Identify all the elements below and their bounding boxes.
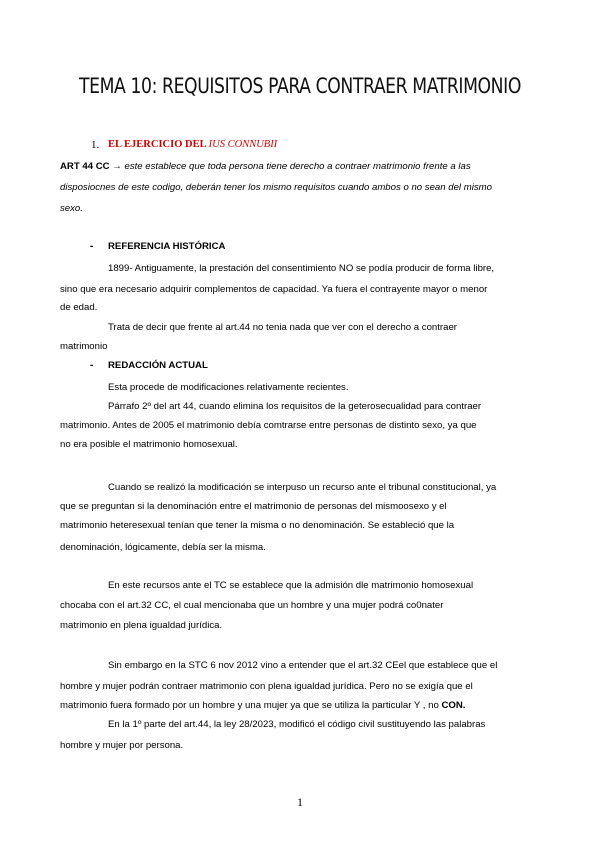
- tc-line-1: Cuando se realizó la modificación se interpuso un recurso ante el tribunal constitucional, ya: [108, 482, 497, 493]
- recurso-line-2: chocaba con el art.32 CC, el cual mencionaba que un hombre y una mujer podrá co0nater: [60, 600, 444, 611]
- tc-line-3: matrimonio heteresexual tenían que tener la misma o no denominación. Se estableció que la: [60, 520, 455, 531]
- ref-historica-line-2: sino que era necesario adquirir complementos de capacidad. Ya fuera el contrayente mayor o menor: [60, 284, 488, 295]
- ley-line-2: hombre y mujer por persona.: [60, 740, 184, 751]
- art44-line-3: sexo.: [60, 203, 83, 214]
- ref-historica-line-4: Trata de decir que frente al art.44 no tenia nada que ver con el derecho a contraer: [108, 322, 457, 333]
- ref-historica-line-3: de edad.: [60, 302, 98, 313]
- page-number: 1: [297, 795, 303, 809]
- page-title: TEMA 10: REQUISITOS PARA CONTRAER MATRIMONIO: [79, 74, 521, 98]
- stc-con-word: CON.: [441, 700, 466, 711]
- ref-historica-heading: REFERENCIA HISTÓRICA: [108, 241, 226, 252]
- tc-line-4: denominación, lógicamente, debía ser la misma.: [60, 542, 266, 553]
- ley-line-1: En la 1º parte del art.44, la ley 28/2023, modificó el código civil sustituyendo las palabras: [108, 719, 486, 730]
- stc-line-1: Sin embargo en la STC 6 nov 2012 vino a entender que el art.32 CEel que establece que el: [108, 660, 498, 671]
- bullet-marker: -: [90, 360, 94, 371]
- ref-historica-line-1: 1899- Antiguamente, la prestación del consentimiento NO se podía producir de forma libre,: [108, 263, 495, 274]
- section-title-text: EL EJERCICIO DEL: [108, 139, 209, 150]
- redaccion-line-2: Párrafo 2º del art 44, cuando elimina los requisitos de la geterosecualidad para contraer: [108, 401, 482, 412]
- stc-line-2: hombre y mujer podrán contraer matrimonio con plena igualdad jurídica. Pero no se exigía que el: [60, 681, 473, 692]
- recurso-line-1: En este recursos ante el TC se establece que la admisión dle matrimonio homosexual: [108, 580, 474, 591]
- art44-label: ART 44 CC: [60, 161, 110, 172]
- redaccion-line-1: Esta procede de modificaciones relativamente recientes.: [108, 382, 349, 393]
- stc-line-3: [60, 700, 465, 711]
- recurso-line-3: matrimonio en plena igualdad jurídica.: [60, 620, 223, 631]
- section-title-italic: IUS CONNUBII: [208, 139, 278, 150]
- art44-line-1: [60, 161, 471, 172]
- section-number: 1.: [91, 139, 100, 151]
- redaccion-heading: REDACCIÓN ACTUAL: [108, 360, 208, 371]
- redaccion-line-3: matrimonio. Antes de 2005 el matrimonio debía comtrarse entre personas de distinto sexo, ya que: [60, 420, 477, 431]
- ref-historica-line-5: matrimonio: [60, 341, 108, 352]
- art44-line-2: disposiocnes de este codigo, deberán tener los mismo requisitos cuando ambos o no sean del mismo: [60, 182, 492, 193]
- art44-text-1: → este establece que toda persona tiene derecho a contraer matrimonio frente a las: [109, 161, 471, 172]
- redaccion-line-4: no era posible el matrimonio homosexual.: [60, 439, 238, 450]
- tc-line-2: que se preguntan si la denominación entre el matrimonio de personas del mismoosexo y el: [60, 501, 447, 512]
- bullet-marker: -: [90, 241, 94, 252]
- section-title: [108, 139, 277, 150]
- stc-line-3-text: matrimonio fuera formado por un hombre y una mujer ya que se utiliza la particular Y , no: [60, 700, 442, 711]
